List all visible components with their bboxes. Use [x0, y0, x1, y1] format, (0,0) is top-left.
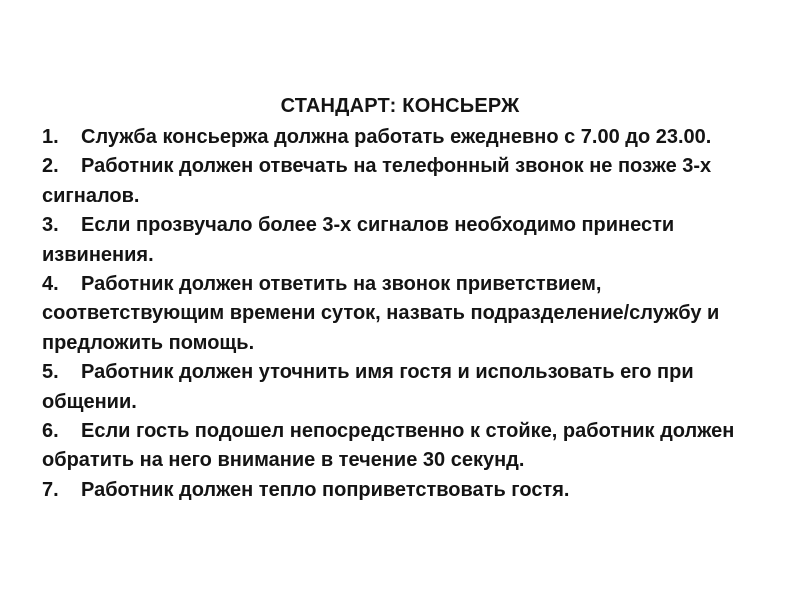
list-item-number: 3.: [42, 214, 59, 237]
list-item-number: 6.: [42, 420, 59, 443]
list-item-text: Работник должен отвечать на телефонный звонок не позже 3-х сигналов.: [42, 155, 712, 207]
list-item: [42, 417, 762, 476]
list-item-number: 5.: [42, 361, 59, 384]
list-item: [42, 152, 762, 211]
standard-list: [42, 123, 762, 505]
list-item: [42, 270, 762, 358]
list-item-text: Работник должен ответить на звонок приветствием, соответствующим времени суток, назвать подразделение/службу и предложить помощь.: [42, 273, 720, 354]
list-item: [42, 123, 762, 152]
list-item: [42, 476, 762, 505]
page-title: СТАНДАРТ: КОНСЬЕРЖ: [280, 95, 520, 117]
list-item-number: 2.: [42, 155, 59, 178]
list-item: [42, 358, 762, 417]
list-item-number: 7.: [42, 478, 59, 501]
list-item-number: 4.: [42, 273, 59, 296]
list-item-text: Работник должен тепло поприветствовать гостя.: [81, 478, 570, 501]
list-item-text: Работник должен уточнить имя гостя и использовать его при общении.: [42, 361, 694, 413]
list-item-text: Если гость подошел непосредственно к стойке, работник должен обратить на него внимание в течение 30 секунд.: [42, 420, 735, 472]
list-item: [42, 211, 762, 270]
list-item-text: Служба консьержа должна работать ежедневно с 7.00 до 23.00.: [81, 126, 712, 148]
list-item-number: 1.: [42, 126, 59, 148]
list-item-text: Если прозвучало более 3-х сигналов необходимо принести извинения.: [42, 214, 675, 266]
